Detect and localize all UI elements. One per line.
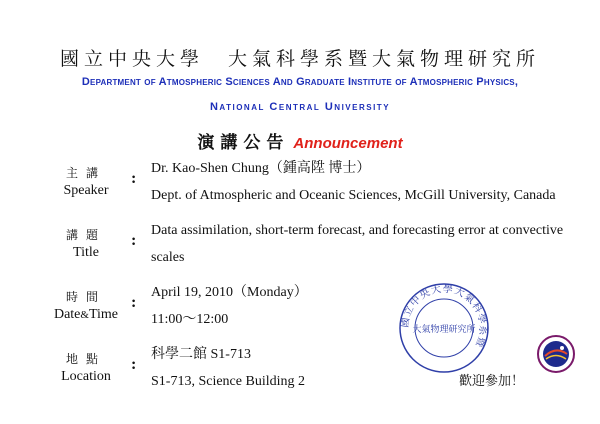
title-label — [40, 227, 132, 262]
announcement-heading — [0, 128, 600, 153]
location-colon: : — [131, 356, 137, 373]
datetime-label — [40, 289, 132, 324]
talk-time: 11:00～12:00 — [151, 312, 229, 327]
department-title-english: Department of Atmospheric Sciences And Graduate Institute of Atmospheric Physics, — [81, 76, 519, 88]
seal-inner-text: 大氣物理研究所 — [412, 325, 476, 335]
university-name-english: National Central University — [209, 101, 391, 113]
title-label-chinese: 講題 — [65, 228, 106, 242]
speaker-label-english: Speaker — [63, 183, 109, 198]
title-label-english: Title — [73, 245, 99, 260]
datetime-label-chinese: 時間 — [65, 290, 106, 304]
svg-text:國立中央大學大氣科學系暨 — [399, 282, 490, 350]
datetime-colon: : — [131, 294, 137, 311]
speaker-label — [40, 165, 132, 200]
location-label — [40, 351, 132, 386]
location-label-english: Location — [61, 369, 111, 384]
department-logo-icon — [536, 334, 576, 374]
datetime-label-english — [40, 306, 132, 324]
talk-title-line1: Data assimilation, short-term forecast, and forecasting error at convective — [151, 223, 564, 238]
speaker-affiliation: Dept. of Atmospheric and Oceanic Sciences, McGill University, Canada — [151, 188, 556, 203]
datetime-label-date: Date — [53, 307, 81, 322]
datetime-label-time: Time — [88, 307, 119, 322]
talk-date: April 19, 2010（Monday） — [151, 285, 308, 300]
department-title-chinese: 國立中央大學 大氣科學系暨大氣物理研究所 — [59, 48, 540, 70]
talk-title-line2: scales — [151, 250, 185, 265]
welcome-message: 歡迎參加！ — [459, 374, 525, 389]
speaker-name: Dr. Kao-Shen Chung（鍾高陞 博士） — [151, 161, 371, 176]
location-label-chinese: 地點 — [65, 352, 106, 366]
announcement-heading-english: Announcement — [293, 135, 403, 152]
seal-outer-text: 國立中央大學大氣科學系暨 — [399, 283, 489, 350]
title-colon: : — [131, 232, 137, 249]
location-english: S1-713, Science Building 2 — [151, 374, 305, 389]
speaker-colon: : — [131, 170, 137, 187]
announcement-heading-chinese: 演講公告 — [197, 133, 290, 153]
datetime-label-ampersand: & — [80, 309, 89, 321]
speaker-label-chinese: 主講 — [65, 166, 106, 180]
department-seal-icon — [398, 282, 490, 374]
location-chinese: 科學二館 S1-713 — [151, 347, 251, 362]
